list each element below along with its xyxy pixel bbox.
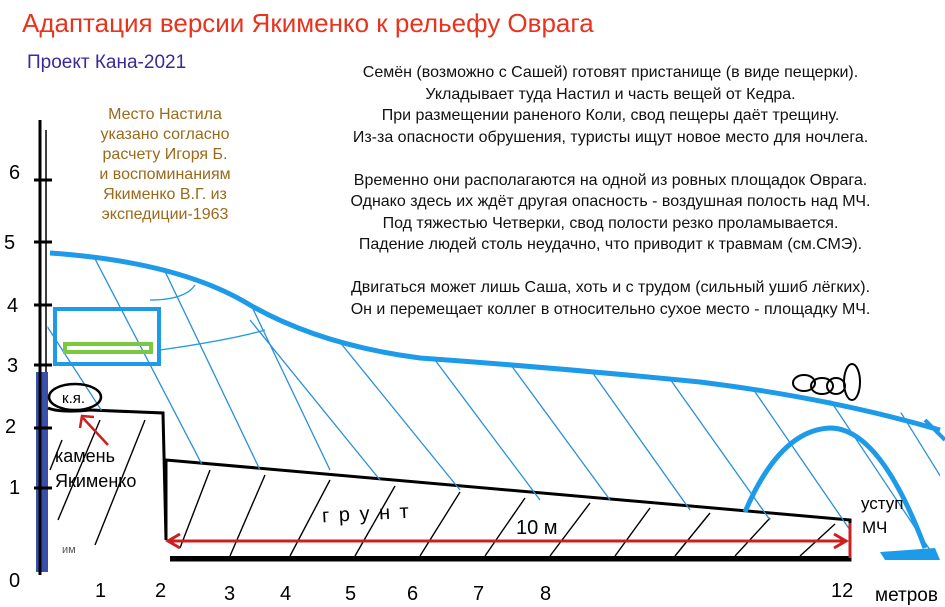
cave-arc-2 [160, 330, 265, 350]
story-line: При размещении раненого Коли, свод пещеры даёт трещину. [381, 107, 840, 124]
story-text [288, 62, 933, 320]
story-line: Временно они располагаются на одной из ровных площадок Оврага. [353, 171, 868, 189]
x-tick-label: 7 [473, 583, 485, 605]
stone-column [36, 372, 48, 572]
group-of-four-icon [793, 364, 860, 400]
x-tick-label: 8 [540, 583, 552, 605]
air-cavity-arch [745, 428, 925, 548]
story-line: Под тяжестью Четверки, свод полости резко проламывается. [382, 214, 839, 232]
stone-label-line2: Якименко [55, 471, 137, 491]
story-line: Укладывает туда Настил и часть вещей от Кедра. [425, 85, 796, 103]
project-subtitle: Проект Кана-2021 [27, 52, 187, 73]
story-line: Падение людей столь неудачно, что приводит к травмам (см.СМЭ). [358, 236, 863, 253]
x-tick-label: 5 [345, 583, 357, 605]
ground-hatching [50, 420, 835, 556]
y-tick-label: 5 [4, 232, 16, 254]
x-tick-label: 2 [155, 580, 167, 602]
x-tick-label: 1 [95, 580, 107, 602]
nastil-note-line: Место Настила [108, 106, 222, 123]
page-title: Адаптация версии Якименко к рельефу Оврага [22, 8, 594, 38]
x-tick-label: 12 [831, 580, 854, 602]
ground-profile [48, 408, 850, 560]
y-tick-label: 4 [7, 295, 19, 317]
x-tick-label: 3 [224, 583, 236, 605]
mch-platform [880, 548, 940, 560]
ground-label: г р у н т [321, 500, 412, 528]
distance-measure [168, 523, 850, 558]
x-tick-label: 6 [407, 583, 419, 605]
nastil-note-line: указано согласно [100, 126, 230, 143]
stone-label-line1: камень [55, 446, 115, 466]
story-line: Однако здесь их ждёт другая опасность - воздушная полость над МЧ. [350, 193, 871, 210]
distance-label: 10 м [516, 517, 558, 539]
ravine-right-edge [925, 420, 945, 440]
nastil-note-line: экспедиции-1963 [101, 206, 229, 223]
paragraph-gap [288, 148, 933, 170]
y-tick-label: 3 [7, 355, 19, 377]
paragraph-gap [288, 256, 933, 278]
y-tick-label: 0 [9, 570, 21, 592]
nastil-note-line: Якименко В.Г. из [103, 186, 227, 203]
story-line: Семён (возможно с Сашей) готовят пристанище (в виде пещерки). [362, 64, 859, 81]
x-tick-label: 4 [280, 583, 292, 605]
nastil-bar [65, 344, 151, 352]
nastil-note [70, 105, 260, 225]
x-axis-unit: метров [875, 585, 938, 606]
y-tick-label: 6 [9, 162, 21, 184]
story-line: Он и перемещает коллег в относительно сухое место - площадку МЧ. [350, 300, 871, 318]
ledge-label-line1: уступ [861, 494, 904, 513]
nastil-note-line: расчету Игоря Б. [102, 146, 228, 163]
nastil-box [55, 309, 159, 364]
nastil-note-line: и воспоминаниям [99, 166, 231, 183]
y-tick-label: 2 [5, 416, 17, 438]
stone-pointer-arrow [80, 416, 108, 445]
small-label: им [62, 544, 76, 556]
ledge-label-line2: МЧ [862, 518, 888, 537]
story-line: Из-за опасности обрушения, туристы ищут новое место для ночлега. [352, 128, 869, 146]
kya-label: к.я. [62, 390, 86, 407]
story-line: Двигаться может лишь Саша, хоть и с трудом (сильный ушиб лёгких). [350, 279, 871, 296]
y-tick-label: 1 [9, 477, 21, 499]
